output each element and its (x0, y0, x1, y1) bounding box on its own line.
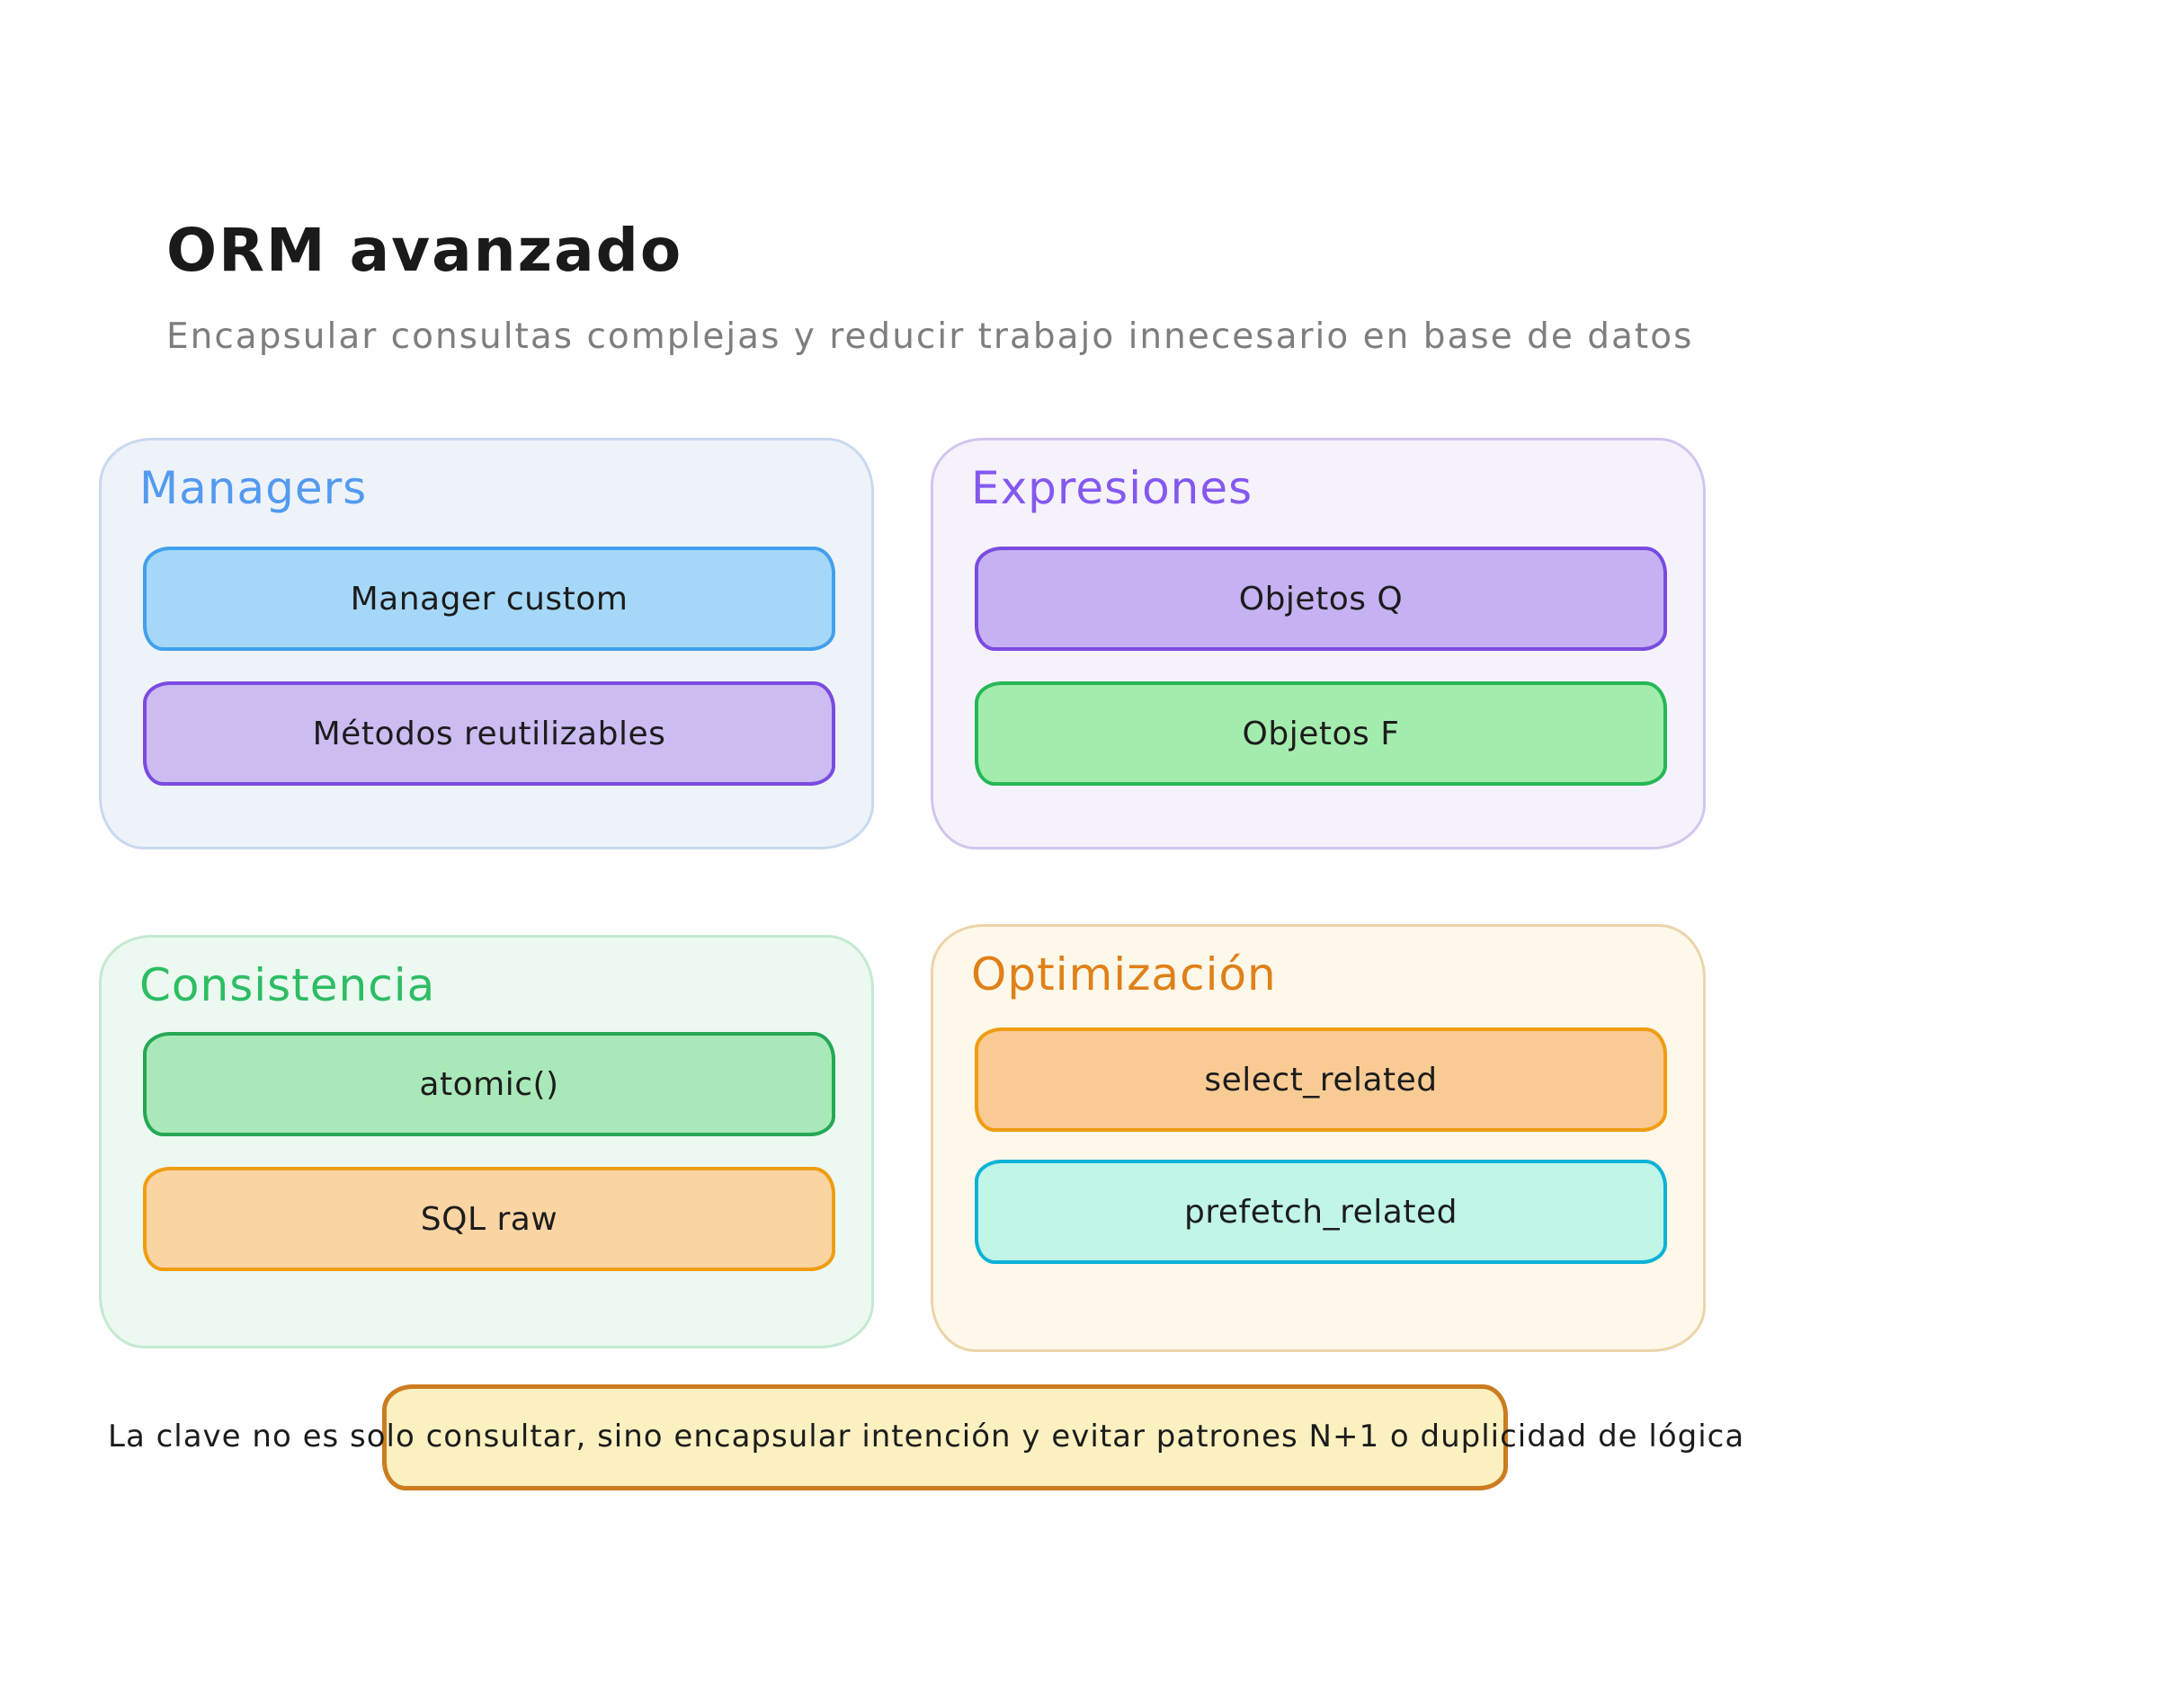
pill-metodos-reutilizables-label: Métodos reutilizables (312, 715, 666, 752)
key-note-text: La clave no es solo consultar, sino encapsular intención y evitar patrones N+1 o duplicidad de lógica (108, 1419, 1745, 1454)
group-optimizacion-label: Optimización (971, 948, 1277, 1001)
group-consistencia (99, 935, 874, 1348)
pill-atomic (143, 1032, 835, 1136)
pill-prefetch-related (975, 1160, 1667, 1264)
pill-atomic-label: atomic() (419, 1065, 559, 1103)
group-expresiones-label: Expresiones (971, 462, 1253, 514)
pill-sql-raw (143, 1167, 835, 1271)
pill-objetos-q (975, 547, 1667, 651)
pill-select-related (975, 1027, 1667, 1132)
group-expresiones (931, 438, 1706, 850)
pill-objetos-q-label: Objetos Q (1238, 580, 1404, 618)
pill-manager-custom (143, 547, 835, 651)
pill-objetos-f (975, 681, 1667, 786)
pill-prefetch-related-label: prefetch_related (1184, 1193, 1458, 1231)
pill-metodos-reutilizables (143, 681, 835, 786)
pill-sql-raw-label: SQL raw (420, 1200, 558, 1238)
page-title: ORM avanzado (166, 216, 683, 285)
group-managers (99, 438, 874, 850)
page-subtitle: Encapsular consultas complejas y reducir trabajo innecesario en base de datos (166, 316, 1694, 357)
group-optimizacion (931, 924, 1706, 1352)
group-consistencia-label: Consistencia (139, 959, 436, 1011)
pill-manager-custom-label: Manager custom (350, 580, 629, 618)
pill-select-related-label: select_related (1204, 1061, 1438, 1099)
group-managers-label: Managers (139, 462, 368, 514)
pill-objetos-f-label: Objetos F (1242, 715, 1400, 752)
